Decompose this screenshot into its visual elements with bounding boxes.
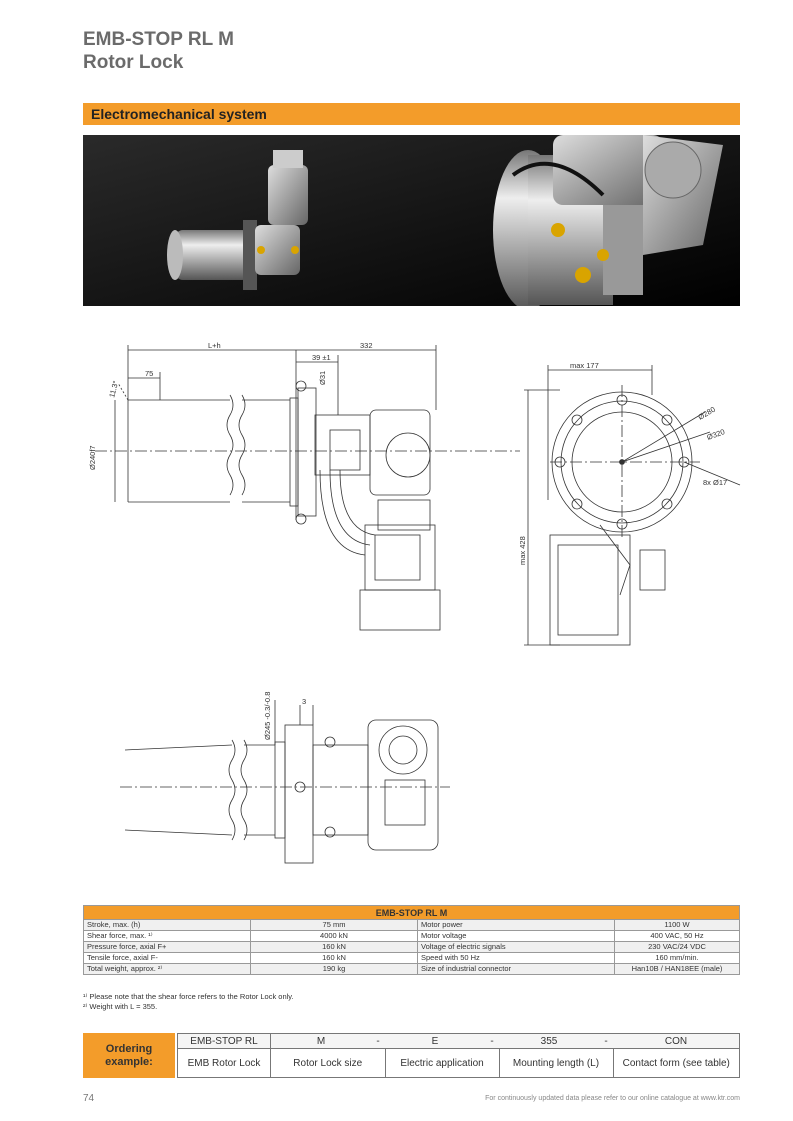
spec-label: Speed with 50 Hz bbox=[418, 953, 615, 964]
ordering-desc-row bbox=[178, 1049, 740, 1078]
footer-note: For continuously updated data please refer to our online catalogue at www.ktr.com bbox=[485, 1095, 740, 1102]
code-application: E bbox=[385, 1034, 485, 1049]
spec-value: 190 kg bbox=[251, 964, 418, 975]
desc-application: Electric application bbox=[385, 1049, 499, 1078]
spec-value: 230 VAC/24 VDC bbox=[615, 942, 740, 953]
table-row bbox=[84, 964, 740, 975]
title-line-1: EMB-STOP RL M bbox=[83, 29, 234, 50]
desc-product: EMB Rotor Lock bbox=[178, 1049, 271, 1078]
ordering-label bbox=[83, 1033, 175, 1078]
ordering-label-line-1: Ordering bbox=[105, 1042, 153, 1055]
table-row bbox=[84, 953, 740, 964]
footnote-1: ¹⁾ Please note that the shear force refers to the Rotor Lock only. bbox=[83, 992, 294, 1001]
spec-value: 160 kN bbox=[251, 953, 418, 964]
ordering-table bbox=[177, 1033, 740, 1078]
desc-contact: Contact form (see table) bbox=[613, 1049, 740, 1078]
dim-phi280: Ø280 bbox=[696, 404, 717, 422]
spec-value: 1100 W bbox=[615, 920, 740, 931]
table-row bbox=[84, 931, 740, 942]
dim-phi240: Ø240f7 bbox=[88, 445, 97, 470]
spec-table bbox=[83, 905, 740, 975]
spec-value: Han10B / HAN18EE (male) bbox=[615, 964, 740, 975]
spec-value: 400 VAC, 50 Hz bbox=[615, 931, 740, 942]
dim-39: 39 ±1 bbox=[312, 353, 331, 362]
dim-phi31: Ø31 bbox=[318, 370, 327, 385]
title-line-2: Rotor Lock bbox=[83, 52, 184, 73]
desc-size: Rotor Lock size bbox=[271, 1049, 386, 1078]
page-number: 74 bbox=[83, 1093, 95, 1104]
dim-max177: max 177 bbox=[570, 361, 599, 370]
dim-phi245: Ø245 -0.3/-0.8 bbox=[263, 691, 272, 740]
spec-label: Shear force, max. ¹⁾ bbox=[84, 931, 251, 942]
dim-phi320: Ø320 bbox=[705, 427, 726, 442]
spec-label: Stroke, max. (h) bbox=[84, 920, 251, 931]
spec-label: Motor power bbox=[418, 920, 615, 931]
table-row bbox=[84, 920, 740, 931]
spec-table-header: EMB-STOP RL M bbox=[84, 906, 740, 920]
dim-3: 3 bbox=[302, 697, 307, 706]
code-sep: - bbox=[599, 1034, 613, 1049]
dim-max428: max 428 bbox=[518, 536, 527, 565]
ordering-code-row bbox=[178, 1034, 740, 1049]
dim-lh: L+h bbox=[208, 341, 221, 350]
code-sep: - bbox=[485, 1034, 499, 1049]
dim-75: 75 bbox=[145, 369, 154, 378]
dim-332: 332 bbox=[360, 341, 373, 350]
code-length: 355 bbox=[499, 1034, 599, 1049]
dim-8x17: 8x Ø17 bbox=[703, 478, 728, 487]
spec-label: Total weight, approx. ²⁾ bbox=[84, 964, 251, 975]
code-contact: CON bbox=[613, 1034, 740, 1049]
spec-label: Motor voltage bbox=[418, 931, 615, 942]
desc-length: Mounting length (L) bbox=[499, 1049, 613, 1078]
spec-label: Tensile force, axial F- bbox=[84, 953, 251, 964]
spec-value: 4000 kN bbox=[251, 931, 418, 942]
spec-label: Size of industrial connector bbox=[418, 964, 615, 975]
footnote-2: ²⁾ Weight with L = 355. bbox=[83, 1002, 158, 1011]
spec-label: Pressure force, axial F+ bbox=[84, 942, 251, 953]
spec-value: 160 mm/min. bbox=[615, 953, 740, 964]
code-size: M bbox=[271, 1034, 372, 1049]
code-product: EMB-STOP RL bbox=[178, 1034, 271, 1049]
code-sep: - bbox=[371, 1034, 385, 1049]
spec-value: 160 kN bbox=[251, 942, 418, 953]
table-row bbox=[84, 942, 740, 953]
spec-value: 75 mm bbox=[251, 920, 418, 931]
ordering-label-line-2: example: bbox=[105, 1055, 153, 1068]
section-title: Electromechanical system bbox=[91, 106, 267, 122]
dim-angle: 11.3° bbox=[107, 379, 121, 399]
spec-label: Voltage of electric signals bbox=[418, 942, 615, 953]
